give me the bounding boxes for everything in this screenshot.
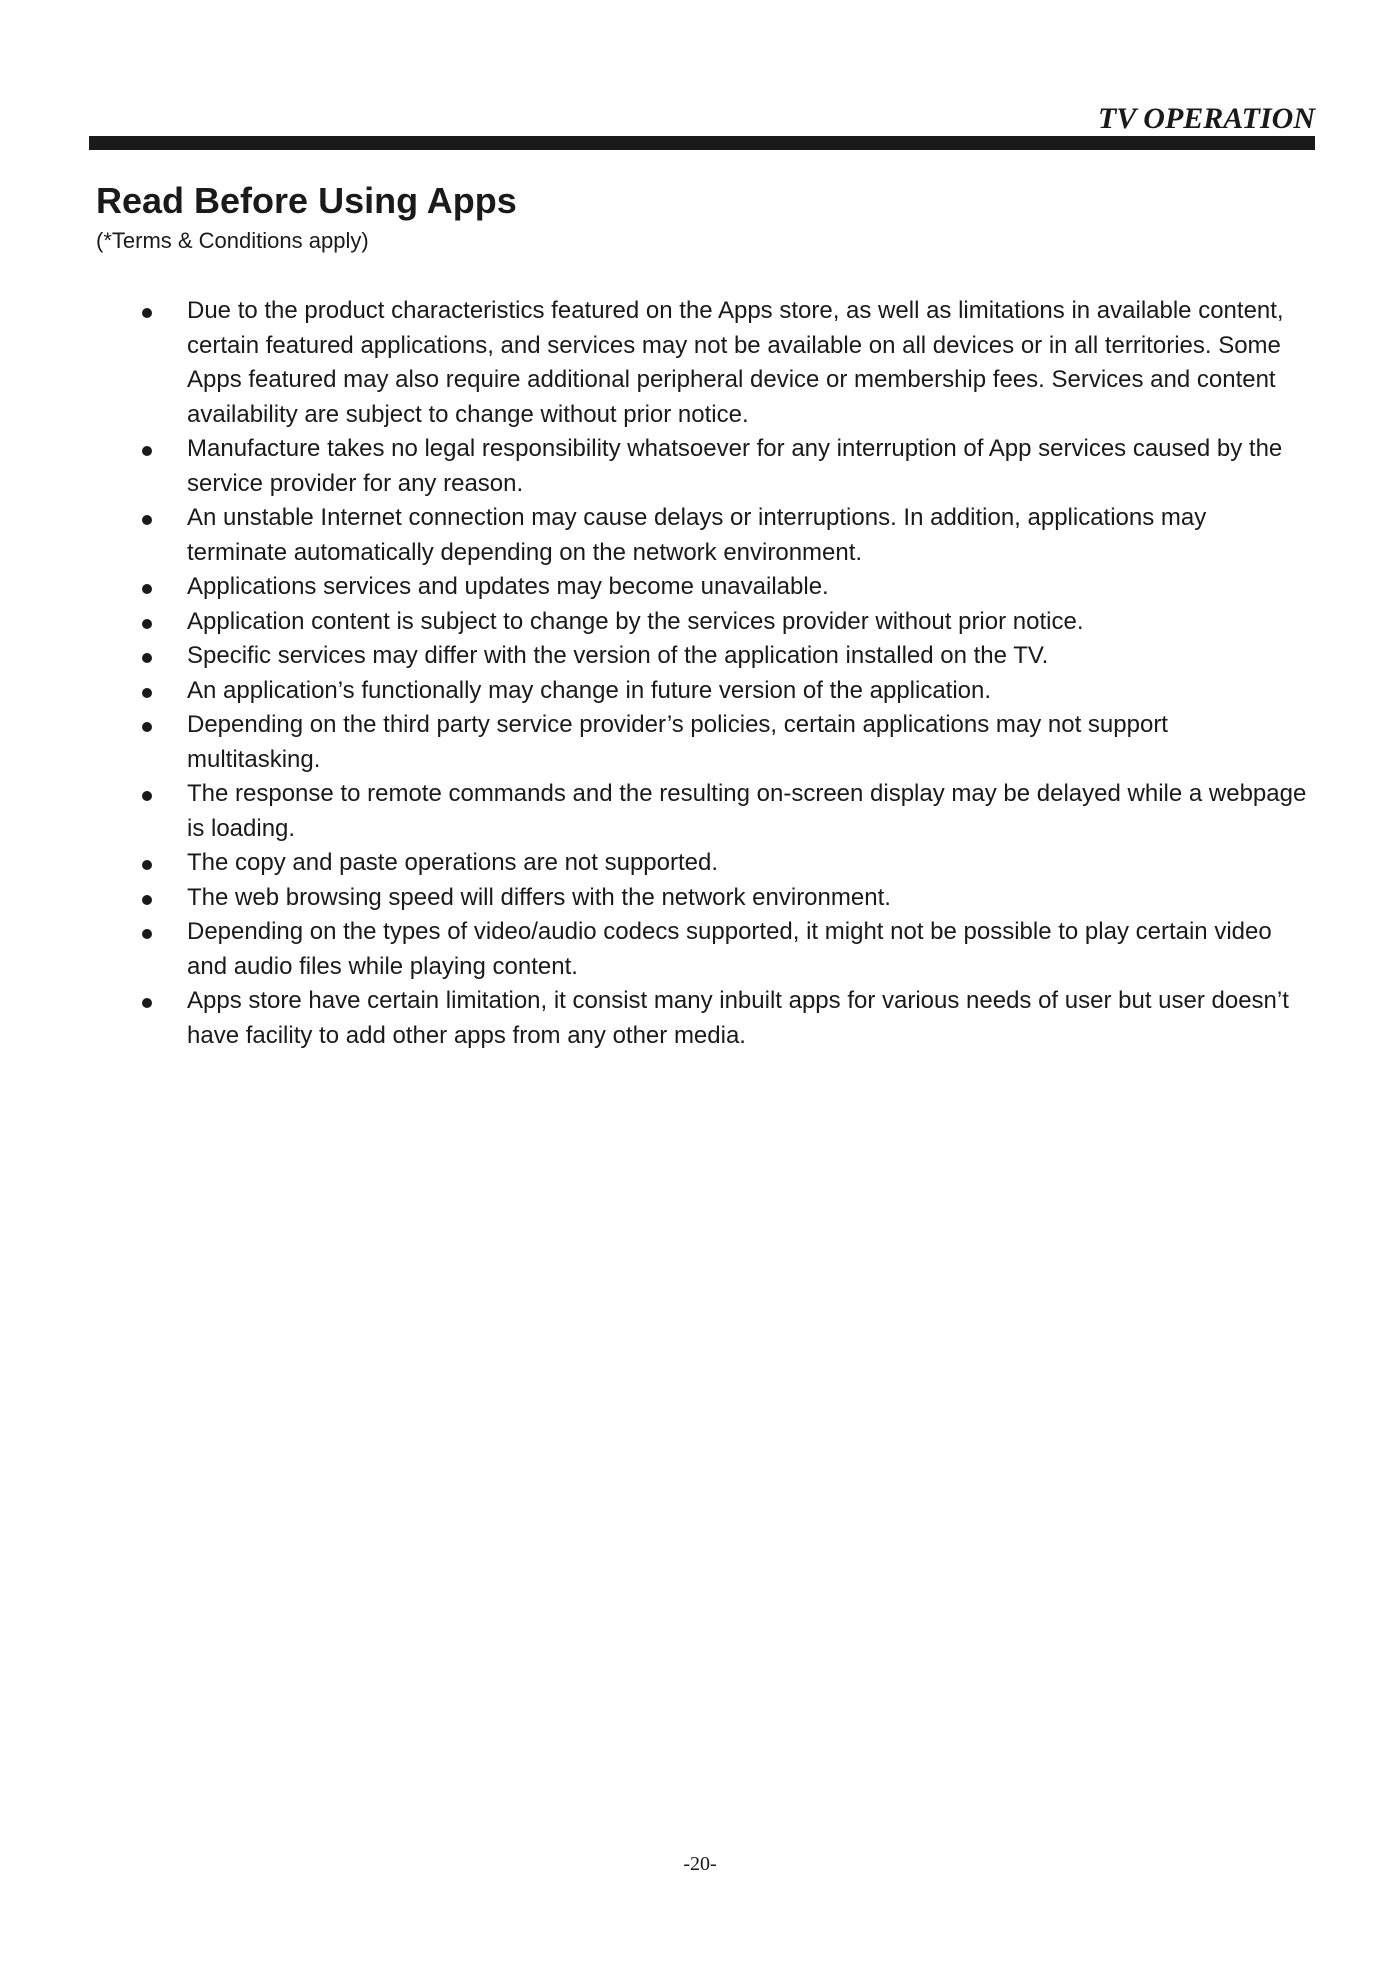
list-item-text: An unstable Internet connection may cause delays or interruptions. In addition, applications may terminate automatically depending on the network environment. <box>187 504 1207 566</box>
list-item <box>142 708 1307 777</box>
bullet-icon <box>142 688 152 698</box>
page-number: -20- <box>683 1853 717 1875</box>
bullet-icon <box>142 515 152 525</box>
list-item <box>142 294 1307 432</box>
bullet-icon <box>142 619 152 629</box>
list-item <box>142 846 1307 881</box>
list-item-text: Manufacture takes no legal responsibility whatsoever for any interruption of App services caused by the service provider for any reason. <box>187 435 1283 497</box>
list-item <box>142 570 1307 605</box>
list-item-text: Depending on the types of video/audio codecs supported, it might not be possible to play certain video and audio files while playing content. <box>187 918 1272 980</box>
bullet-icon <box>142 895 152 905</box>
list-item <box>142 605 1307 640</box>
bullet-icon <box>142 446 152 456</box>
list-item-text: Applications services and updates may become unavailable. <box>187 573 829 600</box>
header-rule <box>89 136 1315 150</box>
list-item <box>142 984 1307 1053</box>
list-item <box>142 881 1307 916</box>
bullet-icon <box>142 791 152 801</box>
bullet-icon <box>142 860 152 870</box>
list-item-text: The web browsing speed will differs with the network environment. <box>187 883 891 911</box>
list-item <box>142 674 1307 709</box>
bullet-icon <box>142 929 152 939</box>
list-item-text: Application content is subject to change by the services provider without prior notice. <box>187 607 1084 635</box>
list-item-text: Specific services may differ with the version of the application installed on the TV. <box>187 642 1049 669</box>
list-item <box>142 777 1307 846</box>
list-item-text: Depending on the third party service provider’s policies, certain applications may not support multitasking. <box>187 711 1168 773</box>
bullet-icon <box>142 653 152 663</box>
section-header: TV OPERATION <box>1098 102 1315 135</box>
list-item <box>142 501 1307 570</box>
bullet-icon <box>142 308 152 318</box>
list-item-text: Apps store have certain limitation, it consist many inbuilt apps for various needs of user but user doesn’t have facility to add other apps from any other media. <box>187 987 1289 1049</box>
list-item-text: The copy and paste operations are not supported. <box>187 849 719 876</box>
list-item <box>142 915 1307 984</box>
bullet-icon <box>142 722 152 732</box>
list-item-text: The response to remote commands and the resulting on-screen display may be delayed while a webpage is loading. <box>187 780 1307 842</box>
page-title: Read Before Using Apps <box>96 180 517 221</box>
list-item-text: Due to the product characteristics featured on the Apps store, as well as limitations in available content, certain featured applications, and services may not be available on all devices or in all territories. Some Apps featured may also require additional peripheral device or membership fees. Services and content availability are subject to change without prior notice. <box>187 297 1284 428</box>
page-subtitle: (*Terms & Conditions apply) <box>96 228 369 253</box>
bullet-list <box>142 294 1307 1053</box>
list-item <box>142 432 1307 501</box>
bullet-icon <box>142 584 152 594</box>
bullet-icon <box>142 998 152 1008</box>
list-item-text: An application’s functionally may change in future version of the application. <box>187 676 992 704</box>
list-item <box>142 639 1307 674</box>
